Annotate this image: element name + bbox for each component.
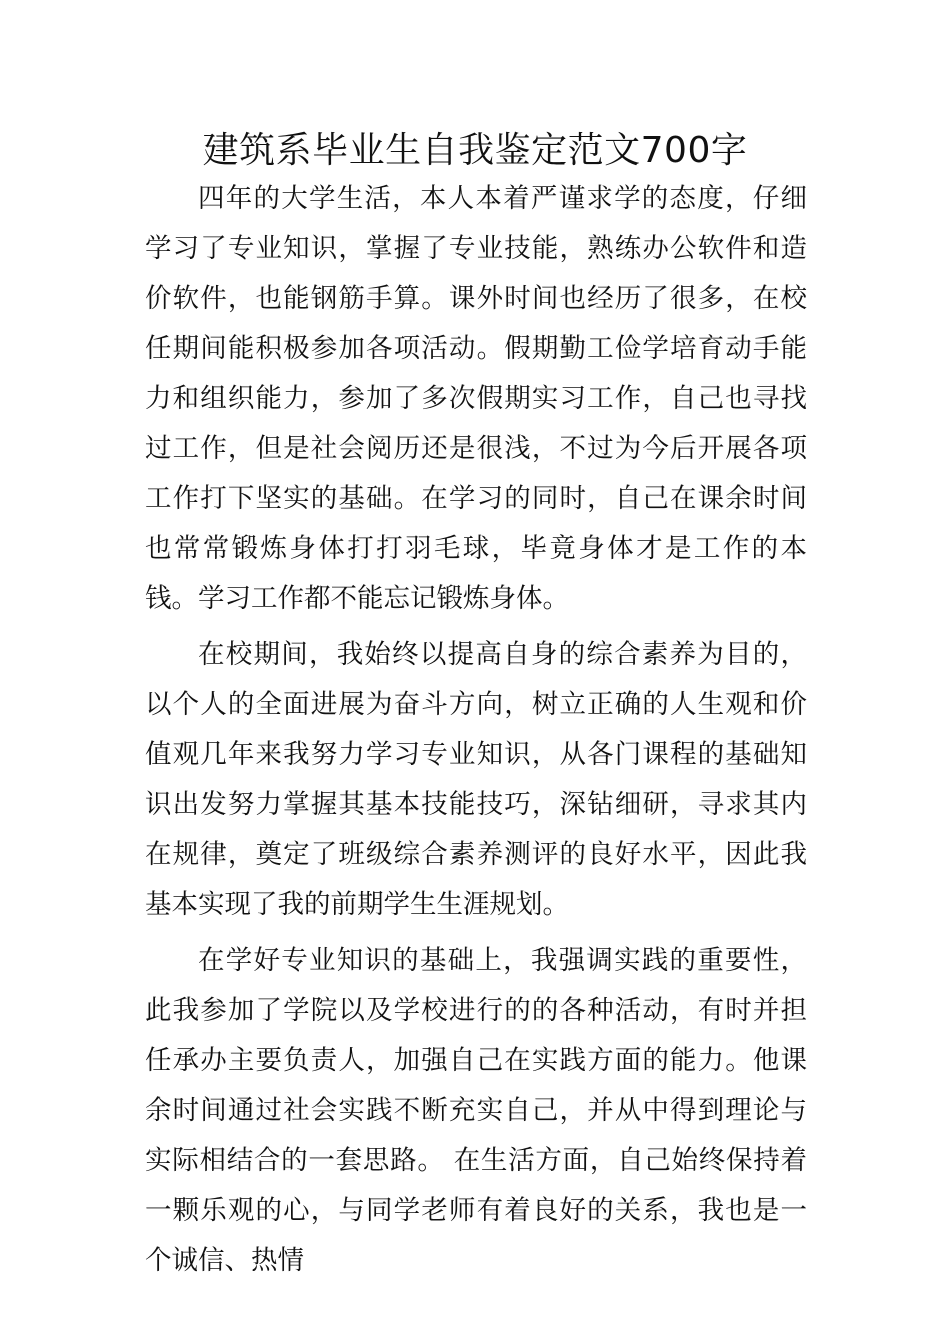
document-title: 建筑系毕业生自我鉴定范文700字 [202,130,748,171]
paragraph-1: 四年的大学生活，本人本着严谨求学的态度，仔细学习了专业知识，掌握了专业技能，熟练办公软件和造价软件，也能钢筋手算。课外时间也经历了很多，在校任期间能积极参加各项活动。假期勤工俭学培育动手能力和组织能力，参加了多次假期实习工作，自己也寻找过工作，但是社会阅历还是很浅，不过为今后开展各项工作打下坚实的基础。在学习的同时，自己在课余时间也常常锻炼身体打打羽毛球，毕竟身体才是工作的本钱。学习工作都不能忘记锻炼身体。 [145,183,807,614]
paragraph-3: 在学好专业知识的基础上，我强调实践的重要性，此我参加了学院以及学校进行的的各种活动，有时并担任承办主要负责人，加强自己在实践方面的能力。他课余时间通过社会实践不断充实自己，并从中得到理论与实际相结合的一套思路。 在生活方面，自己始终保持着一颗乐观的心，与同学老师有着良好的关系，我也是一个诚信、热情 [145,945,807,1276]
paragraph-2: 在校期间，我始终以提高自身的综合素养为目的，以个人的全面进展为奋斗方向，树立正确的人生观和价值观几年来我努力学习专业知识，从各门课程的基础知识出发努力掌握其基本技能技巧，深钻细研，寻求其内在规律，奠定了班级综合素养测评的良好水平，因此我基本实现了我的前期学生生涯规划。 [145,639,807,920]
document-body [145,174,807,1286]
